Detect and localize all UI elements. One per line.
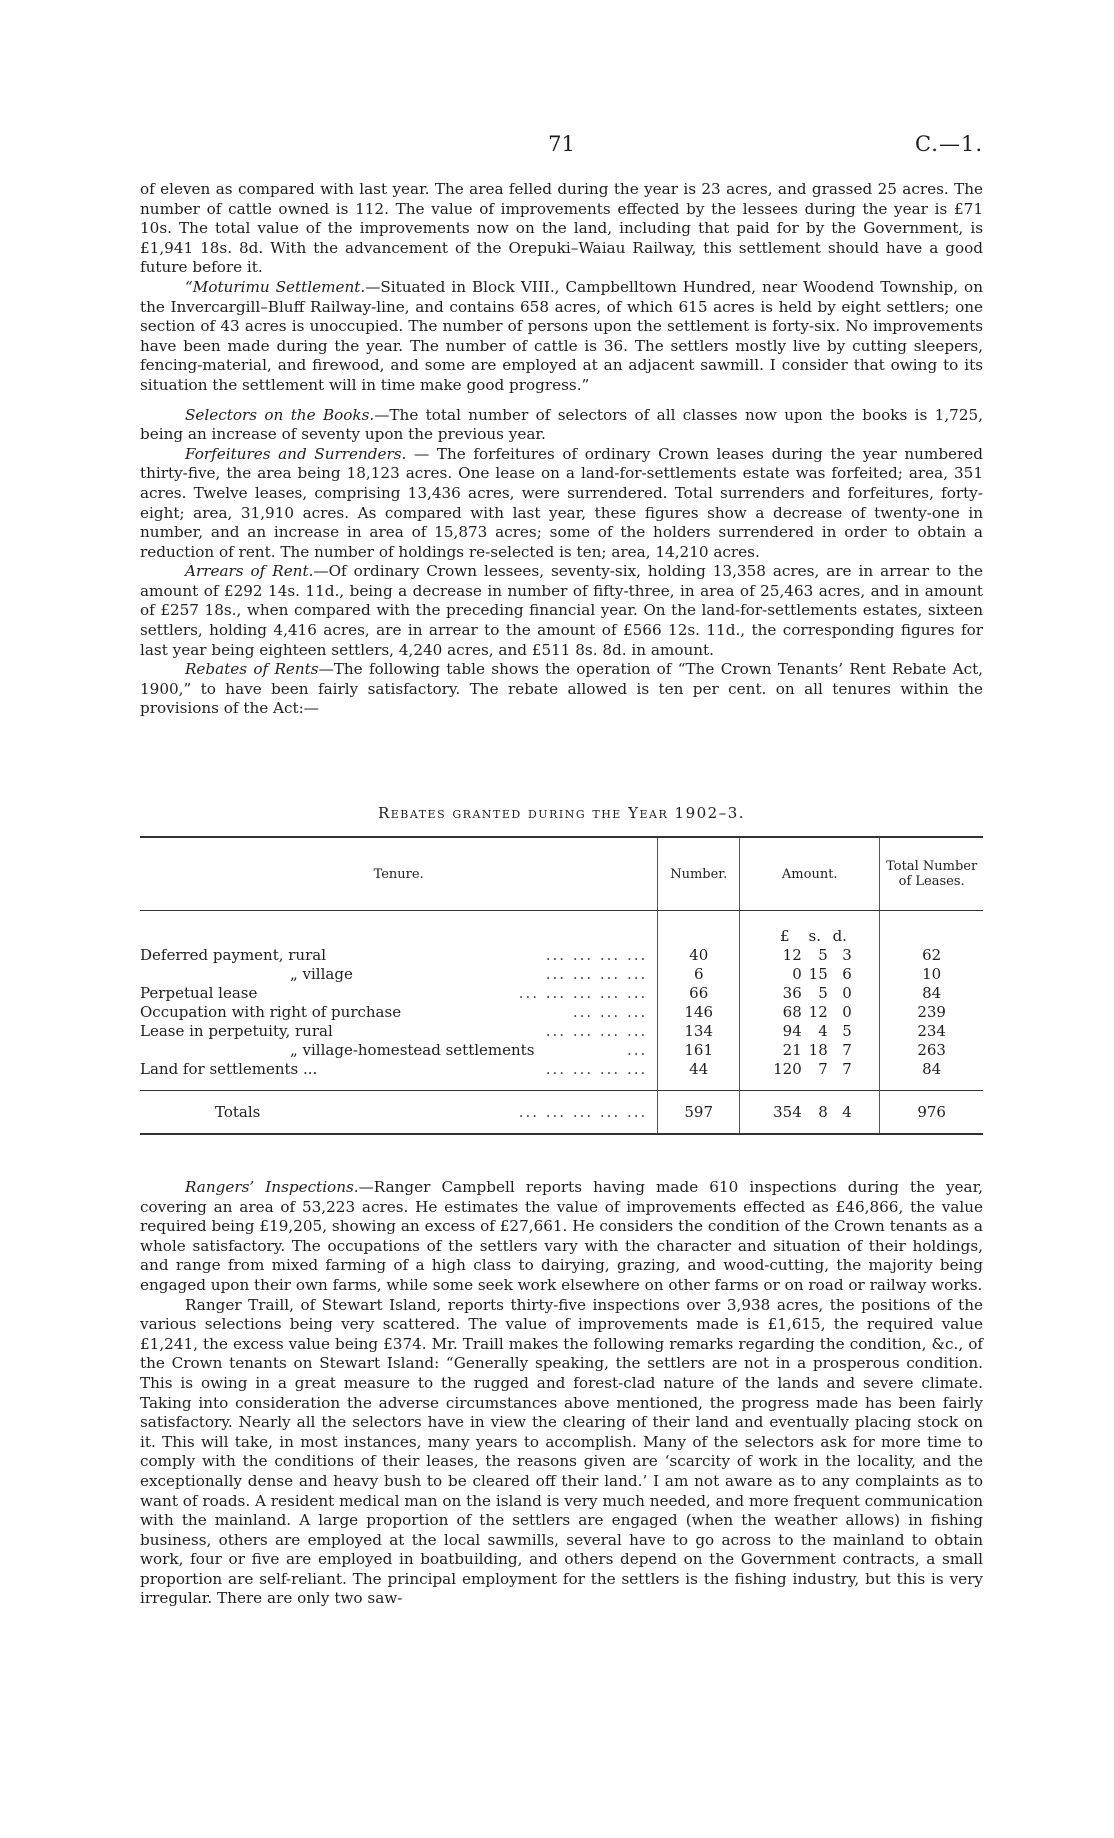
tenure-wrap bbox=[140, 946, 657, 964]
amount-lsd bbox=[740, 1103, 879, 1121]
amount-shillings: 18 bbox=[808, 1041, 828, 1059]
spacer-cell bbox=[740, 1078, 880, 1091]
spacer-cell bbox=[140, 1078, 658, 1091]
amount-pence: 4 bbox=[842, 1103, 852, 1121]
amount-pounds: 354 bbox=[773, 1103, 802, 1121]
spacer-cell bbox=[880, 1078, 983, 1091]
table-spacer bbox=[140, 911, 983, 924]
cell-amount bbox=[740, 1091, 880, 1135]
header-tenure: Tenure. bbox=[140, 837, 658, 911]
amount-shillings: 5 bbox=[818, 946, 828, 964]
amount-pounds: 12 bbox=[782, 946, 802, 964]
table-caption: Rebates granted during the Year 1902–3. bbox=[377, 804, 746, 822]
amount-shillings: 15 bbox=[808, 965, 828, 983]
table-header-row bbox=[140, 837, 983, 911]
cell-tenure bbox=[140, 1091, 658, 1135]
cell-total-leases: 62 bbox=[880, 945, 983, 964]
arrears-heading: Arrears of Rent. bbox=[185, 562, 314, 581]
amount-pence: 0 bbox=[842, 984, 852, 1002]
cell-tenure bbox=[140, 1040, 658, 1059]
cell-total-leases: 84 bbox=[880, 1059, 983, 1078]
table-units-row bbox=[140, 923, 983, 945]
amount-pence: 7 bbox=[842, 1041, 852, 1059]
table-row bbox=[140, 945, 983, 964]
cell-amount bbox=[740, 945, 880, 964]
cell-tenure bbox=[140, 1059, 658, 1078]
tenure-label: Deferred payment, rural bbox=[140, 946, 327, 964]
cell-amount bbox=[740, 964, 880, 983]
cell-number: 44 bbox=[658, 1059, 740, 1078]
selectors-body: —The total number of selectors of all classes now upon the books is 1,725, being an increase of seventy upon the previous year. bbox=[140, 405, 983, 444]
leader-dots: ... ... ... ... ... bbox=[518, 984, 648, 1002]
amount-pence: 3 bbox=[842, 946, 852, 964]
amount-shillings: 7 bbox=[818, 1060, 828, 1078]
arrears-body: —Of ordinary Crown lessees, seventy-six, holding 13,358 acres, are in arrear to the amount of £292 14s. 11d., being a decrease in number of fifty-three, in area of 25,463 acres, and in amount of £257 18s., when compared with the preceding financial year. On the land-for-settlements estates, sixteen settlers, holding 4,416 acres, are in arrear to the amount of £566 12s. 11d., the corresponding figures for last year being eighteen settlers, 4,240 acres, and £511 8s. 8d. in amount. bbox=[140, 562, 983, 659]
cell-tenure bbox=[140, 1021, 658, 1040]
paragraph-selectors bbox=[140, 406, 983, 445]
tenure-label: Lease in perpetuity, rural bbox=[140, 1022, 333, 1040]
cell-amount bbox=[740, 983, 880, 1002]
table-row bbox=[140, 1002, 983, 1021]
amount-pounds: 68 bbox=[782, 1003, 802, 1021]
cell-total-leases: 976 bbox=[880, 1091, 983, 1135]
tenure-wrap bbox=[140, 984, 657, 1002]
moturimu-heading: “Moturimu Settlement. bbox=[185, 277, 366, 296]
unit-shillings: s. bbox=[808, 927, 821, 945]
tenure-wrap bbox=[140, 1103, 657, 1121]
selectors-heading: Selectors on the Books. bbox=[185, 405, 375, 424]
cell-amount bbox=[740, 1002, 880, 1021]
rangers-heading: Rangers’ Inspections. bbox=[185, 1178, 359, 1196]
amount-pence: 7 bbox=[842, 1060, 852, 1078]
table-spacer bbox=[140, 1078, 983, 1091]
tenure-label: Totals bbox=[215, 1103, 261, 1121]
amount-lsd bbox=[740, 984, 879, 1002]
amount-shillings: 4 bbox=[818, 1022, 828, 1040]
unit-pence: d. bbox=[832, 927, 847, 945]
leader-dots: ... ... ... ... bbox=[545, 946, 648, 964]
cell-number: 161 bbox=[658, 1040, 740, 1059]
paragraph-arrears bbox=[140, 562, 983, 660]
amount-pounds: 94 bbox=[782, 1022, 802, 1040]
rebates-table bbox=[140, 836, 983, 1135]
amount-pence: 0 bbox=[842, 1003, 852, 1021]
tenure-label: „ village-homestead settlements bbox=[290, 1041, 535, 1059]
leader-dots: ... ... ... ... bbox=[545, 965, 648, 983]
amount-shillings: 12 bbox=[808, 1003, 828, 1021]
paragraph-moturimu bbox=[140, 278, 983, 396]
cell-number: 66 bbox=[658, 983, 740, 1002]
unit-pounds: £ bbox=[779, 927, 790, 945]
tenure-wrap bbox=[140, 1060, 657, 1078]
document-reference: C.—1. bbox=[914, 132, 983, 156]
table-row bbox=[140, 1021, 983, 1040]
tenure-wrap bbox=[140, 1022, 657, 1040]
tenure-label: Occupation with right of purchase bbox=[140, 1003, 402, 1021]
amount-lsd bbox=[740, 1060, 879, 1078]
tenure-wrap bbox=[140, 1041, 657, 1059]
rebates-body: —The following table shows the operation of “The Crown Tenants’ Rent Rebate Act, 1900,” to have been fairly satisfactory. The rebate allowed is ten per cent. on all tenures within the provisions of the Act:— bbox=[140, 660, 984, 718]
cell-total-leases: 234 bbox=[880, 1021, 983, 1040]
cell-total-leases: 10 bbox=[880, 964, 983, 983]
table-row bbox=[140, 1040, 983, 1059]
tenure-label: Land for settlements ... bbox=[140, 1060, 318, 1078]
leader-dots: ... ... ... ... ... bbox=[518, 1103, 648, 1121]
cell-number: 40 bbox=[658, 945, 740, 964]
leader-dots: ... ... ... bbox=[572, 1003, 648, 1021]
amount-lsd bbox=[740, 946, 879, 964]
spacer-cell bbox=[658, 1078, 740, 1091]
paragraph-forfeitures bbox=[140, 445, 983, 563]
amount-shillings: 5 bbox=[818, 984, 828, 1002]
cell-number: 6 bbox=[658, 964, 740, 983]
amount-lsd bbox=[740, 1003, 879, 1021]
leader-dots: ... ... ... ... bbox=[545, 1022, 648, 1040]
header-number: Number. bbox=[658, 837, 740, 911]
cell-amount bbox=[740, 1040, 880, 1059]
table-row bbox=[140, 983, 983, 1002]
amount-pence: 6 bbox=[842, 965, 852, 983]
cell-amount bbox=[740, 1059, 880, 1078]
amount-shillings: 8 bbox=[818, 1103, 828, 1121]
rebates-heading: Rebates of Rents bbox=[185, 660, 319, 679]
paragraph-traill: Ranger Traill, of Stewart Island, reports thirty-five inspections over 3,938 acres, the positions of the various selections being very scattered. The value of improvements made is £1,615, the required value £1,241, the excess value being £374. Mr. Traill makes the following remarks regarding the condition, &c., of the Crown tenants on Stewart Island: “Generally speaking, the settlers are not in a prosperous condition. This is owing in a great measure to the rugged and forest-clad nature of the lands and severe climate. Taking into consideration the adverse circumstances above mentioned, the progress made has been fairly satisfactory. Nearly all the selectors have in view the clearing of their land and eventually placing stock on it. This will take, in most instances, many years to accomplish. Many of the selectors ask for more time to comply with the conditions of their leases, the reasons given are ‘scarcity of work in the locality, and the exceptionally dense and heavy bush to be cleared off their land.’ I am not aware as to any complaints as to want of roads. A resident medical man on the island is very much needed, and more frequent communication with the mainland. A large proportion of the settlers are engaged (when the weather allows) in fishing business, others are employed at the local sawmills, several have to go across to the mainland to obtain work, four or five are employed in boatbuilding, and others depend on the Government contracts, a small proportion are self-reliant. The principal employment for the settlers is the fishing industry, but this is very irregular. There are only two saw- bbox=[140, 1295, 983, 1608]
cell-number: 597 bbox=[658, 1091, 740, 1135]
amount-lsd bbox=[740, 965, 879, 983]
cell-total-leases: 84 bbox=[880, 983, 983, 1002]
amount-pounds: 0 bbox=[792, 965, 802, 983]
cell-number: 134 bbox=[658, 1021, 740, 1040]
totals-row bbox=[140, 1091, 983, 1135]
paragraph-rebates bbox=[140, 660, 983, 719]
amount-pence: 5 bbox=[842, 1022, 852, 1040]
body-text-top bbox=[140, 180, 983, 719]
amount-pounds: 36 bbox=[782, 984, 802, 1002]
cell-number: 146 bbox=[658, 1002, 740, 1021]
page-number: 71 bbox=[548, 132, 575, 156]
cell-total-leases: 263 bbox=[880, 1040, 983, 1059]
table-row bbox=[140, 1059, 983, 1078]
tenure-wrap bbox=[140, 965, 657, 983]
tenure-label: Perpetual lease bbox=[140, 984, 258, 1002]
rangers-body: —Ranger Campbell reports having made 610 inspections during the year, covering an area of 53,223 acres. He estimates the value of improvements effected as £46,866, the value required being £19,205, showing an excess of £27,661. He considers the condition of the Crown tenants as a whole satisfactory. The occupations of the settlers vary with the character and situation of their holdings, and range from mixed farming of a high class to dairying, grazing, and wood-cutting, the majority being engaged upon their own farms, while some seek work elsewhere on other farms or on road or railway works. bbox=[140, 1178, 983, 1294]
cell-amount bbox=[740, 1021, 880, 1040]
leader-dots: ... ... ... ... bbox=[545, 1060, 648, 1078]
cell-tenure bbox=[140, 1002, 658, 1021]
paragraph-rangers bbox=[140, 1178, 983, 1296]
forfeitures-body: — The forfeitures of ordinary Crown leases during the year numbered thirty-five, the area being 18,123 acres. One lease on a land-for-settlements estate was forfeited; area, 351 acres. Twelve leases, comprising 13,436 acres, were surrendered. Total surrenders and forfeitures, forty-eight; area, 31,910 acres. As compared with last year, these figures show a decrease of twenty-one in number, and an increase in area of 15,873 acres; some of the holders surrendered in order to obtain a reduction of rent. The number of holdings re-selected is ten; area, 14,210 acres. bbox=[140, 444, 983, 561]
paragraph-continued: of eleven as compared with last year. The area felled during the year is 23 acres, and grassed 25 acres. The number of cattle owned is 112. The value of improvements effected by the lessees during the year is £71 10s. The total value of the improvements now on the land, including that paid for by the Government, is £1,941 18s. 8d. With the advancement of the Orepuki–Waiau Railway, this settlement should have a good future before it. bbox=[140, 180, 983, 277]
amount-lsd bbox=[740, 1022, 879, 1040]
moturimu-body: —Situated in Block VIII., Campbelltown Hundred, near Woodend Township, on the Invercargill–Bluff Railway-line, and contains 658 acres, of which 615 acres is held by eight settlers; one section of 43 acres is unoccupied. The number of persons upon the settlement is forty-six. No improvements have been made during the year. The number of cattle is 36. The settlers mostly live by cutting sleepers, fencing-material, and firewood, and some are employed at an adjacent sawmill. I consider that owing to its situation the settlement will in time make good progress.” bbox=[140, 277, 983, 394]
cell-total-leases: 239 bbox=[880, 1002, 983, 1021]
cell-tenure bbox=[140, 945, 658, 964]
amount-lsd bbox=[740, 1041, 879, 1059]
forfeitures-heading: Forfeitures and Surrenders. bbox=[185, 444, 407, 463]
header-amount: Amount. bbox=[740, 837, 880, 911]
cell-tenure bbox=[140, 964, 658, 983]
amount-pounds: 120 bbox=[773, 1060, 802, 1078]
page-header bbox=[140, 132, 983, 162]
header-total-leases: Total Number of Leases. bbox=[880, 837, 983, 911]
body-text-bottom bbox=[140, 1178, 983, 1609]
table-row bbox=[140, 964, 983, 983]
tenure-label: „ village bbox=[290, 965, 353, 983]
cell-tenure bbox=[140, 983, 658, 1002]
leader-dots: ... bbox=[626, 1041, 648, 1059]
tenure-wrap bbox=[140, 1003, 657, 1021]
amount-pounds: 21 bbox=[782, 1041, 802, 1059]
